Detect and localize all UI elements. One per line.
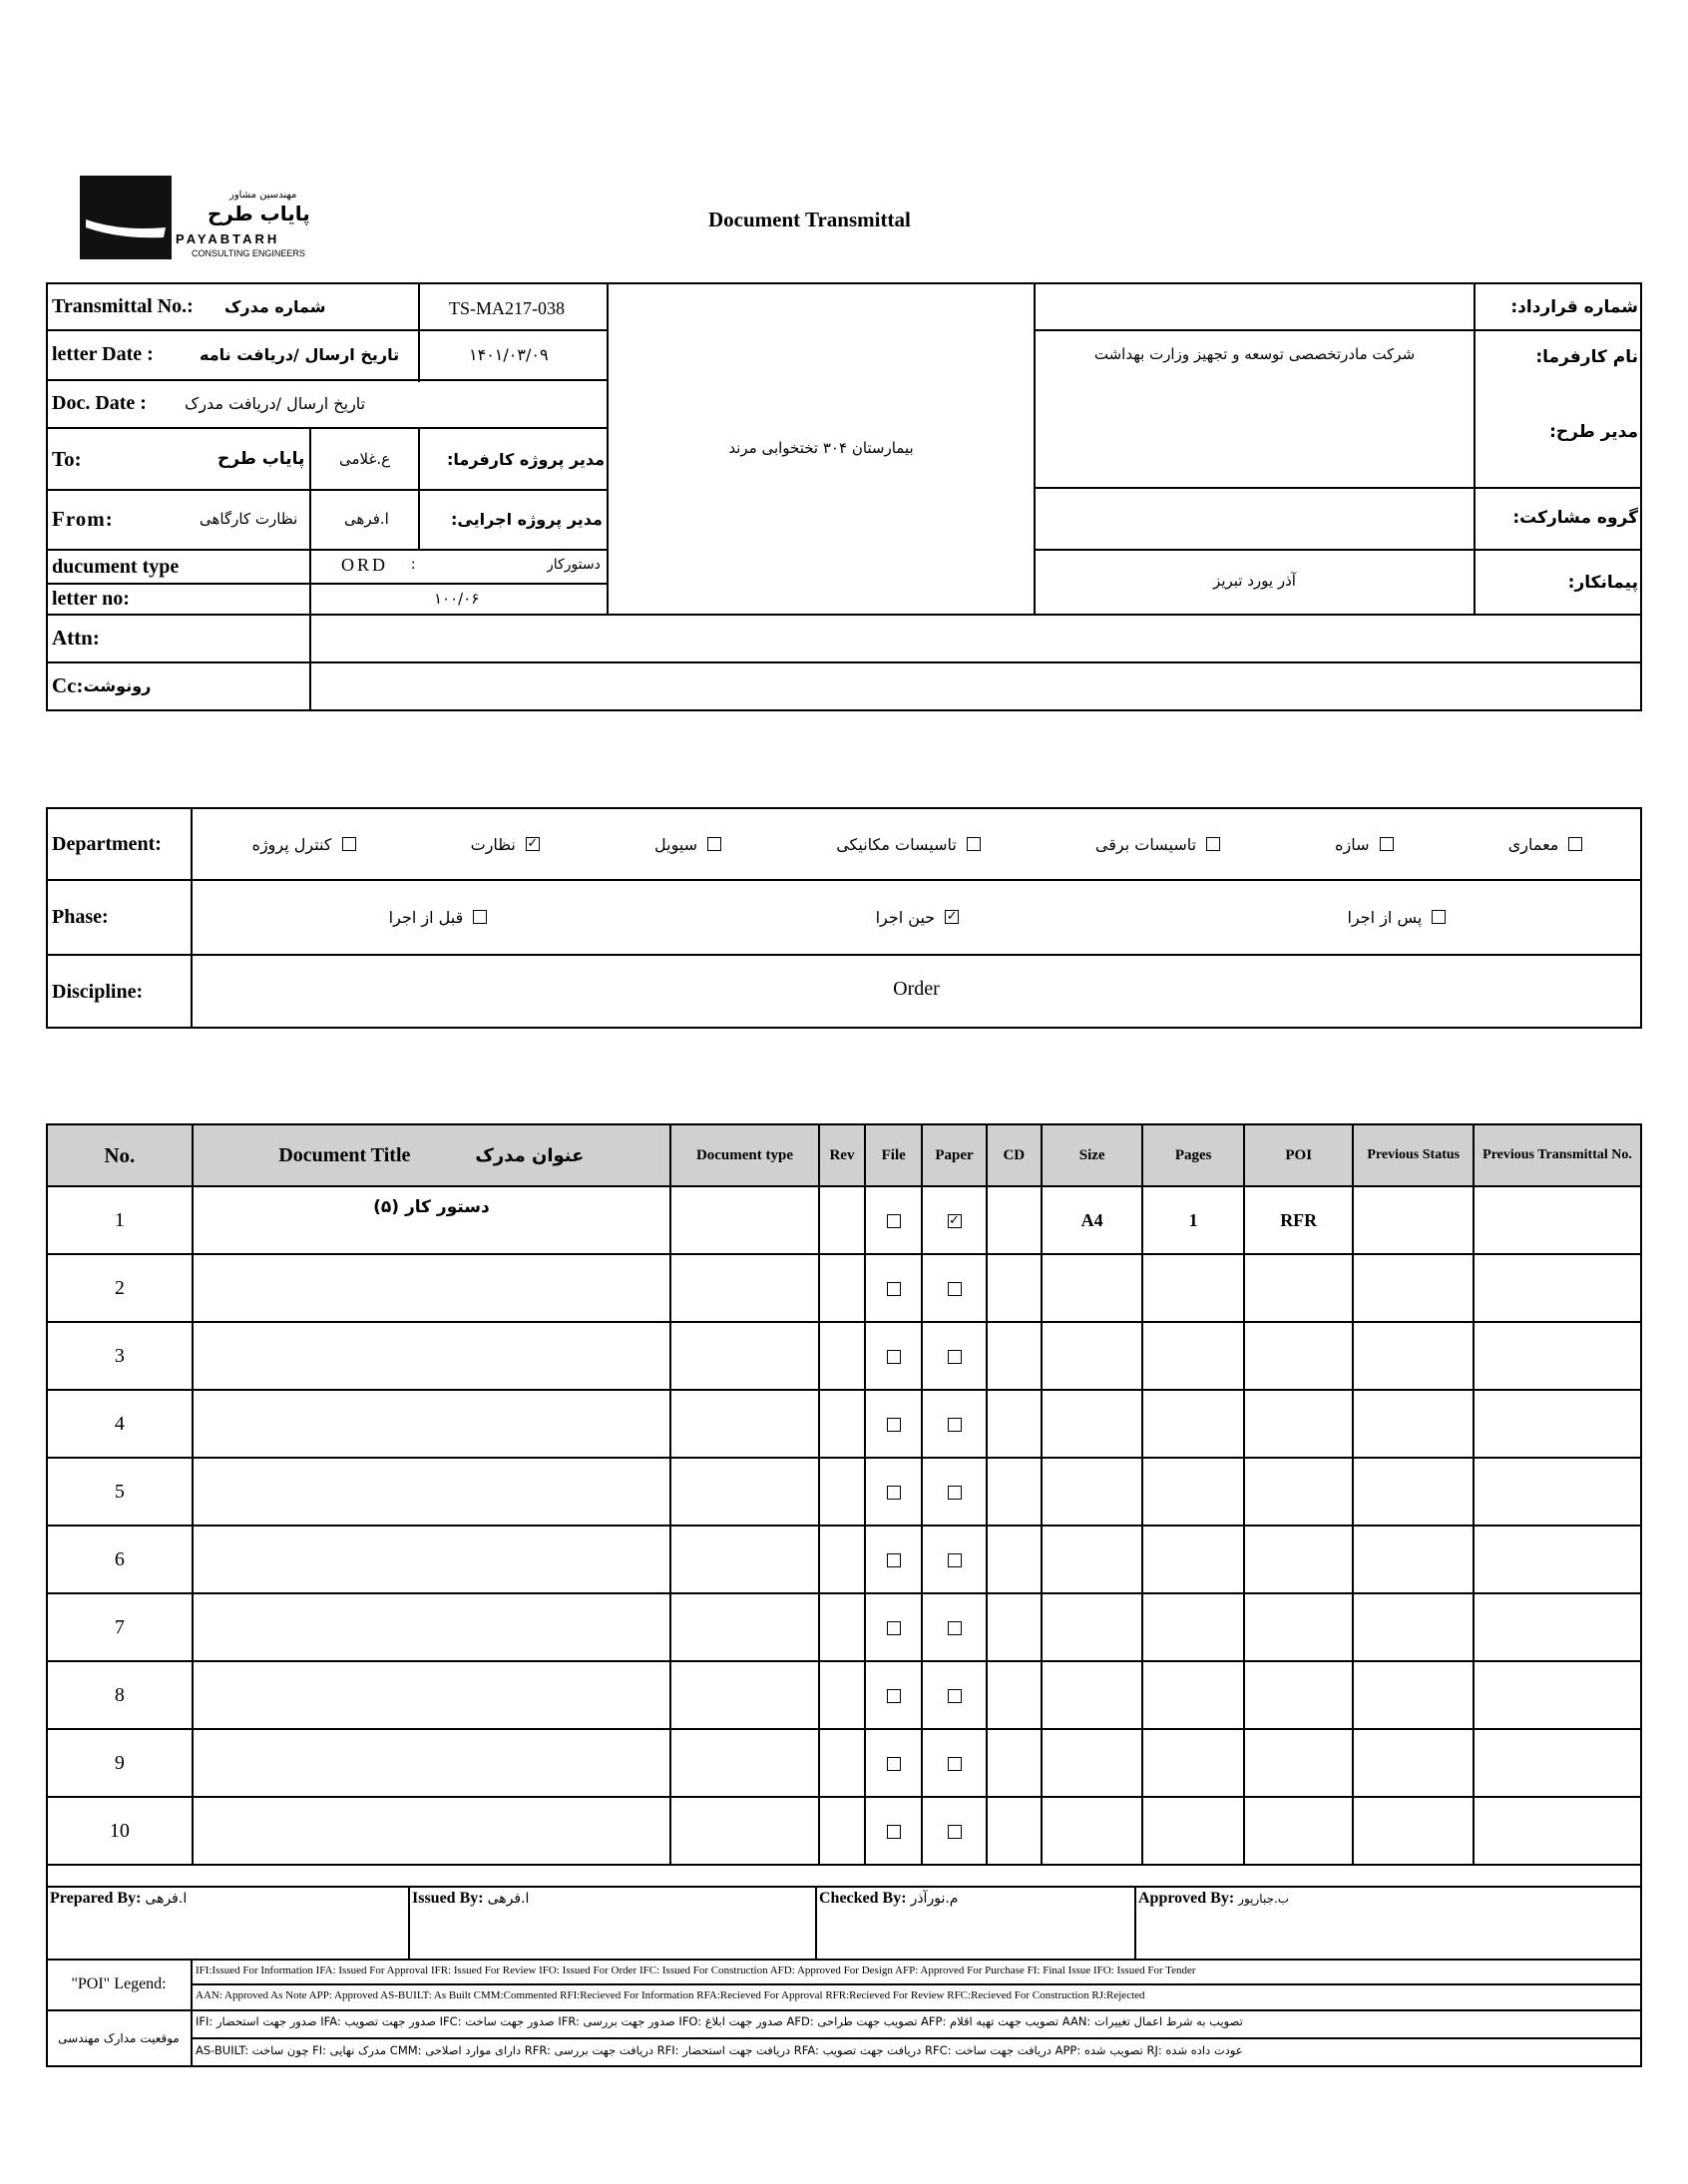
paper-checkbox[interactable] [948,1282,962,1296]
logo-text-en: PAYABTARH [176,231,280,246]
row-doctype [670,1322,819,1390]
file-checkbox[interactable] [887,1282,901,1296]
col-doctype: Document type [670,1124,819,1186]
fa-legend-line1: IFI: صدور جهت استحضار IFA: صدور جهت تصویب IFC: صدور جهت ساخت IFR: صدور جهت بررسی IFO: صدور جهت ابلاغ AFD: تصویب جهت طراحی AFP: تصویب جهت تهیه اقلام AAN: تصویب به شرط اعمال تغییرات [196,2014,1243,2028]
employer-label: نام کارفرما: [1535,347,1638,367]
row-doctype [670,1458,819,1526]
row-doctype [670,1390,819,1458]
department-options [195,809,1640,879]
row-title [193,1390,670,1458]
file-checkbox[interactable] [887,1621,901,1635]
paper-checkbox[interactable]: ✓ [949,1212,960,1228]
design-manager-label: مدیر طرح: [1549,422,1638,442]
phase-label: Phase: [52,905,109,928]
row-poi [1244,1661,1354,1729]
contract-no-value [1038,284,1472,329]
approved-by [1138,1890,1289,1908]
row-title [193,1661,670,1729]
doctype-value: دستورکار [547,557,601,573]
poi-legend-label: "POI" Legend: [71,1975,167,1992]
to-value: پایاب طرح [217,449,305,469]
issued-by-label: Issued By: [412,1890,484,1907]
paper-checkbox[interactable] [948,1486,962,1500]
col-size: Size [1042,1124,1143,1186]
row-title [193,1322,670,1390]
page-title: Document Transmittal [708,208,911,231]
col-poi: POI [1244,1124,1354,1186]
row-pages [1142,1322,1244,1390]
row-prev-transmittal [1474,1322,1641,1390]
doc-date-label: Doc. Date : [52,391,147,414]
row-no: 1 [47,1186,193,1254]
row-no: 7 [47,1593,193,1661]
approved-by-label: Approved By: [1138,1890,1235,1907]
row-doctype [670,1254,819,1322]
row-paper [922,1458,986,1526]
approved-by-name: ب.جبارپور [1238,1892,1290,1906]
department-electrical[interactable]: تاسیسات برقی [1095,835,1220,854]
documents-table [46,1123,1642,1866]
letter-date-label: letter Date : [52,342,154,365]
contractor-label: پیمانکار: [1567,573,1638,593]
table-row [47,1254,1641,1322]
doctype-code: ORD [341,554,389,575]
letter-no-label: letter no: [52,587,130,610]
department-structure[interactable]: سازه [1335,835,1393,854]
row-rev [819,1322,865,1390]
file-checkbox[interactable] [887,1689,901,1703]
col-prev-status: Previous Status [1353,1124,1474,1186]
project-name: بیمارستان ۳۰۴ تختخوابی مرند [728,439,914,457]
poi-legend-line2: AAN: Approved As Note APP: Approved AS-BUILT: As Built CMM:Commented RFI:Recieved For Information RFA:Recieved For Approval RFR:Recieved For Review RFC:Recieved For Construction RJ:Rejected [196,1989,1145,2001]
contract-no-label: شماره قرارداد: [1510,296,1638,317]
row-rev [819,1526,865,1593]
row-pages [1142,1593,1244,1661]
row-poi [1244,1322,1354,1390]
row-poi [1244,1593,1354,1661]
row-poi [1244,1458,1354,1526]
row-file [865,1254,922,1322]
row-doctype [670,1593,819,1661]
row-pages [1142,1390,1244,1458]
row-prev-transmittal [1474,1254,1641,1322]
row-title: دستور کار (۵) [193,1186,670,1254]
row-prev-transmittal [1474,1186,1641,1254]
table-row [47,1186,1641,1254]
from-value: نظارت کارگاهی [200,510,298,528]
transmittal-no-label: Transmittal No.: [52,294,194,317]
transmittal-no-label-fa: شماره مدرک [224,296,326,316]
row-paper [922,1661,986,1729]
to-role: مدیر پروژه کارفرما: [447,449,606,469]
file-checkbox[interactable] [887,1486,901,1500]
row-size [1042,1458,1143,1526]
row-prev-transmittal [1474,1526,1641,1593]
row-prev-status [1353,1186,1474,1254]
row-size [1042,1254,1143,1322]
logo-text-fa-small: مهندسین مشاور [229,190,297,201]
employer-value: شرکت مادرتخصصی توسعه و تجهیز وزارت بهداشت [1093,344,1416,363]
row-pages [1142,1661,1244,1729]
from-person: ا.فرهی [344,510,389,528]
letter-date-value: ۱۴۰۱/۰۳/۰۹ [469,344,549,364]
attn-label: Attn: [52,625,100,650]
issued-by-name: ا.فرهی [487,1891,530,1907]
col-title [193,1124,670,1186]
department-supervision[interactable]: نظارت ✓ [470,834,539,854]
row-paper [922,1186,986,1254]
file-checkbox[interactable] [887,1553,901,1567]
table-row [47,1526,1641,1593]
row-pages [1142,1458,1244,1526]
phase-after[interactable]: پس از اجرا [1348,908,1447,927]
department-mechanical[interactable]: تاسیسات مکانیکی [836,835,981,854]
checkbox-civil[interactable] [707,837,721,851]
issued-by [412,1890,529,1908]
file-checkbox[interactable] [887,1418,901,1432]
design-manager-value [1038,399,1472,465]
row-prev-status [1353,1661,1474,1729]
checked-by-label: Checked By: [819,1890,907,1907]
file-checkbox[interactable] [887,1214,901,1228]
row-rev [819,1186,865,1254]
paper-checkbox[interactable] [948,1553,962,1567]
row-paper [922,1254,986,1322]
col-prev-transmittal: Previous Transmittal No. [1474,1124,1641,1186]
company-logo [80,176,319,261]
cc-label [52,663,151,707]
row-title [193,1593,670,1661]
row-cd [987,1186,1042,1254]
row-size [1042,1526,1143,1593]
phase-during[interactable]: حین اجرا ✓ [875,907,958,927]
row-no: 3 [47,1322,193,1390]
row-paper [922,1322,986,1390]
discipline-label: Discipline: [52,980,144,1003]
row-prev-status [1353,1322,1474,1390]
row-doctype [670,1526,819,1593]
phase-before[interactable]: قبل از اجرا [389,908,488,927]
row-cd [987,1526,1042,1593]
letter-date-label-fa: تاریخ ارسال /دریافت نامه [200,344,400,364]
checkbox-phase-before[interactable] [473,910,487,924]
row-prev-transmittal [1474,1458,1641,1526]
col-title-fa: عنوان مدرک [475,1144,585,1166]
row-pages: 1 [1142,1186,1244,1254]
doctype-sep: : [411,556,416,573]
cc-label-fa: رونوشت [83,675,152,695]
row-prev-transmittal [1474,1593,1641,1661]
file-checkbox[interactable] [887,1350,901,1364]
row-file [865,1322,922,1390]
partnership-value [1038,489,1472,547]
row-rev [819,1458,865,1526]
row-poi [1244,1526,1354,1593]
table-row [47,1661,1641,1729]
row-cd [987,1254,1042,1322]
col-file: File [865,1124,922,1186]
row-paper [922,1390,986,1458]
from-role: مدیر پروژه اجرایی: [451,509,603,529]
checkbox-phase-after[interactable] [1432,910,1446,924]
row-rev [819,1593,865,1661]
col-rev: Rev [819,1124,865,1186]
row-cd [987,1593,1042,1661]
doc-date-label-fa: تاریخ ارسال /دریافت مدرک [185,393,366,413]
checkbox-architecture[interactable] [1568,837,1582,851]
checkbox-mechanical[interactable] [967,837,981,851]
prepared-by [50,1890,187,1908]
logo-mark-icon [80,176,172,259]
row-rev [819,1390,865,1458]
row-paper [922,1593,986,1661]
row-doctype [670,1661,819,1729]
paper-checkbox[interactable] [948,1418,962,1432]
row-poi [1244,1390,1354,1458]
transmittal-no-value: TS-MA217-038 [449,297,565,318]
partnership-label: گروه مشارکت: [1512,508,1638,528]
row-title [193,1458,670,1526]
letter-no-value: ۱۰۰/۰۶ [434,590,480,608]
paper-checkbox[interactable] [948,1621,962,1635]
row-size [1042,1593,1143,1661]
row-no: 10 [47,1797,193,1865]
prepared-by-name: ا.فرهی [145,1891,188,1907]
row-paper [922,1526,986,1593]
row-doctype [670,1186,819,1254]
prepared-by-label: Prepared By: [50,1890,142,1907]
to-label: To: [52,446,82,471]
logo-text-fa: پایاب طرح [208,202,310,225]
row-cd [987,1390,1042,1458]
checkbox-phase-during[interactable]: ✓ [946,909,958,924]
paper-checkbox[interactable] [948,1350,962,1364]
col-pages: Pages [1142,1124,1244,1186]
row-prev-status [1353,1593,1474,1661]
table-row [47,1390,1641,1458]
doctype-label: ducument type [52,555,180,578]
table-row [47,1322,1641,1390]
checkbox-supervision[interactable]: ✓ [527,836,539,851]
col-no: No. [47,1124,193,1186]
poi-legend-line1: IFI:Issued For Information IFA: Issued For Approval IFR: Issued For Review IFO: Issued For Order IFC: Issued For Construction AFD: Approved For Design AFP: Approved For Purchase FI: Final Issue IFO: Issued For Tender [196,1965,1196,1976]
row-file [865,1458,922,1526]
department-label: Department: [52,832,162,855]
department-architecture[interactable]: معماری [1508,835,1583,854]
checked-by [819,1890,958,1908]
col-paper: Paper [922,1124,986,1186]
department-civil[interactable]: سیویل [654,835,721,854]
row-prev-status [1353,1526,1474,1593]
to-person: ع.غلامی [339,450,391,468]
row-prev-transmittal [1474,1390,1641,1458]
phase-options [195,881,1640,953]
row-pages [1142,1254,1244,1322]
row-size [1042,1390,1143,1458]
row-no: 5 [47,1458,193,1526]
col-title-en: Document Title [278,1143,411,1166]
row-cd [987,1458,1042,1526]
checkbox-structure[interactable] [1380,837,1394,851]
row-title [193,1526,670,1593]
row-poi: RFR [1244,1186,1354,1254]
row-no: 8 [47,1661,193,1729]
row-no: 6 [47,1526,193,1593]
checked-by-name: م.نورآذر [910,1891,959,1907]
row-no: 4 [47,1390,193,1458]
table-row [47,1593,1641,1661]
row-file [865,1661,922,1729]
fa-legend-label: موقعیت مدارک مهندسی [58,2031,180,2045]
row-prev-status [1353,1254,1474,1322]
discipline-value: Order [893,977,940,1000]
logo-subtext-en: CONSULTING ENGINEERS [192,248,305,258]
row-pages [1142,1526,1244,1593]
row-file [865,1186,922,1254]
table-row [47,1458,1641,1526]
row-file [865,1390,922,1458]
row-no: 2 [47,1254,193,1322]
row-poi [1244,1254,1354,1322]
row-title [193,1254,670,1322]
row-size: A4 [1042,1186,1143,1254]
table-header-row [47,1124,1641,1186]
contractor-value: آذر یورد تبریز [1213,572,1296,590]
row-file [865,1526,922,1593]
row-no: 9 [47,1729,193,1797]
row-rev [819,1661,865,1729]
row-prev-status [1353,1390,1474,1458]
row-prev-transmittal [1474,1661,1641,1729]
col-cd: CD [987,1124,1042,1186]
department-project-control[interactable]: کنترل پروژه [252,835,356,854]
cc-label-en: Cc: [52,672,84,697]
checkbox-project-control[interactable] [342,837,356,851]
from-label: From: [52,506,114,531]
row-rev [819,1254,865,1322]
paper-checkbox[interactable] [948,1689,962,1703]
row-prev-status [1353,1458,1474,1526]
checkbox-electrical[interactable] [1206,837,1220,851]
row-cd [987,1322,1042,1390]
row-file [865,1593,922,1661]
fa-legend-line2: AS-BUILT: چون ساخت FI: مدرک نهایی CMM: دارای موارد اصلاحی RFR: دریافت جهت بررسی RFI: دریافت جهت استحضار RFA: دریافت جهت تصویب RFC: دریافت جهت ساخت APP: تصویب شده RJ: عودت داده شده [196,2043,1243,2057]
row-size [1042,1661,1143,1729]
row-cd [987,1661,1042,1729]
row-size [1042,1322,1143,1390]
